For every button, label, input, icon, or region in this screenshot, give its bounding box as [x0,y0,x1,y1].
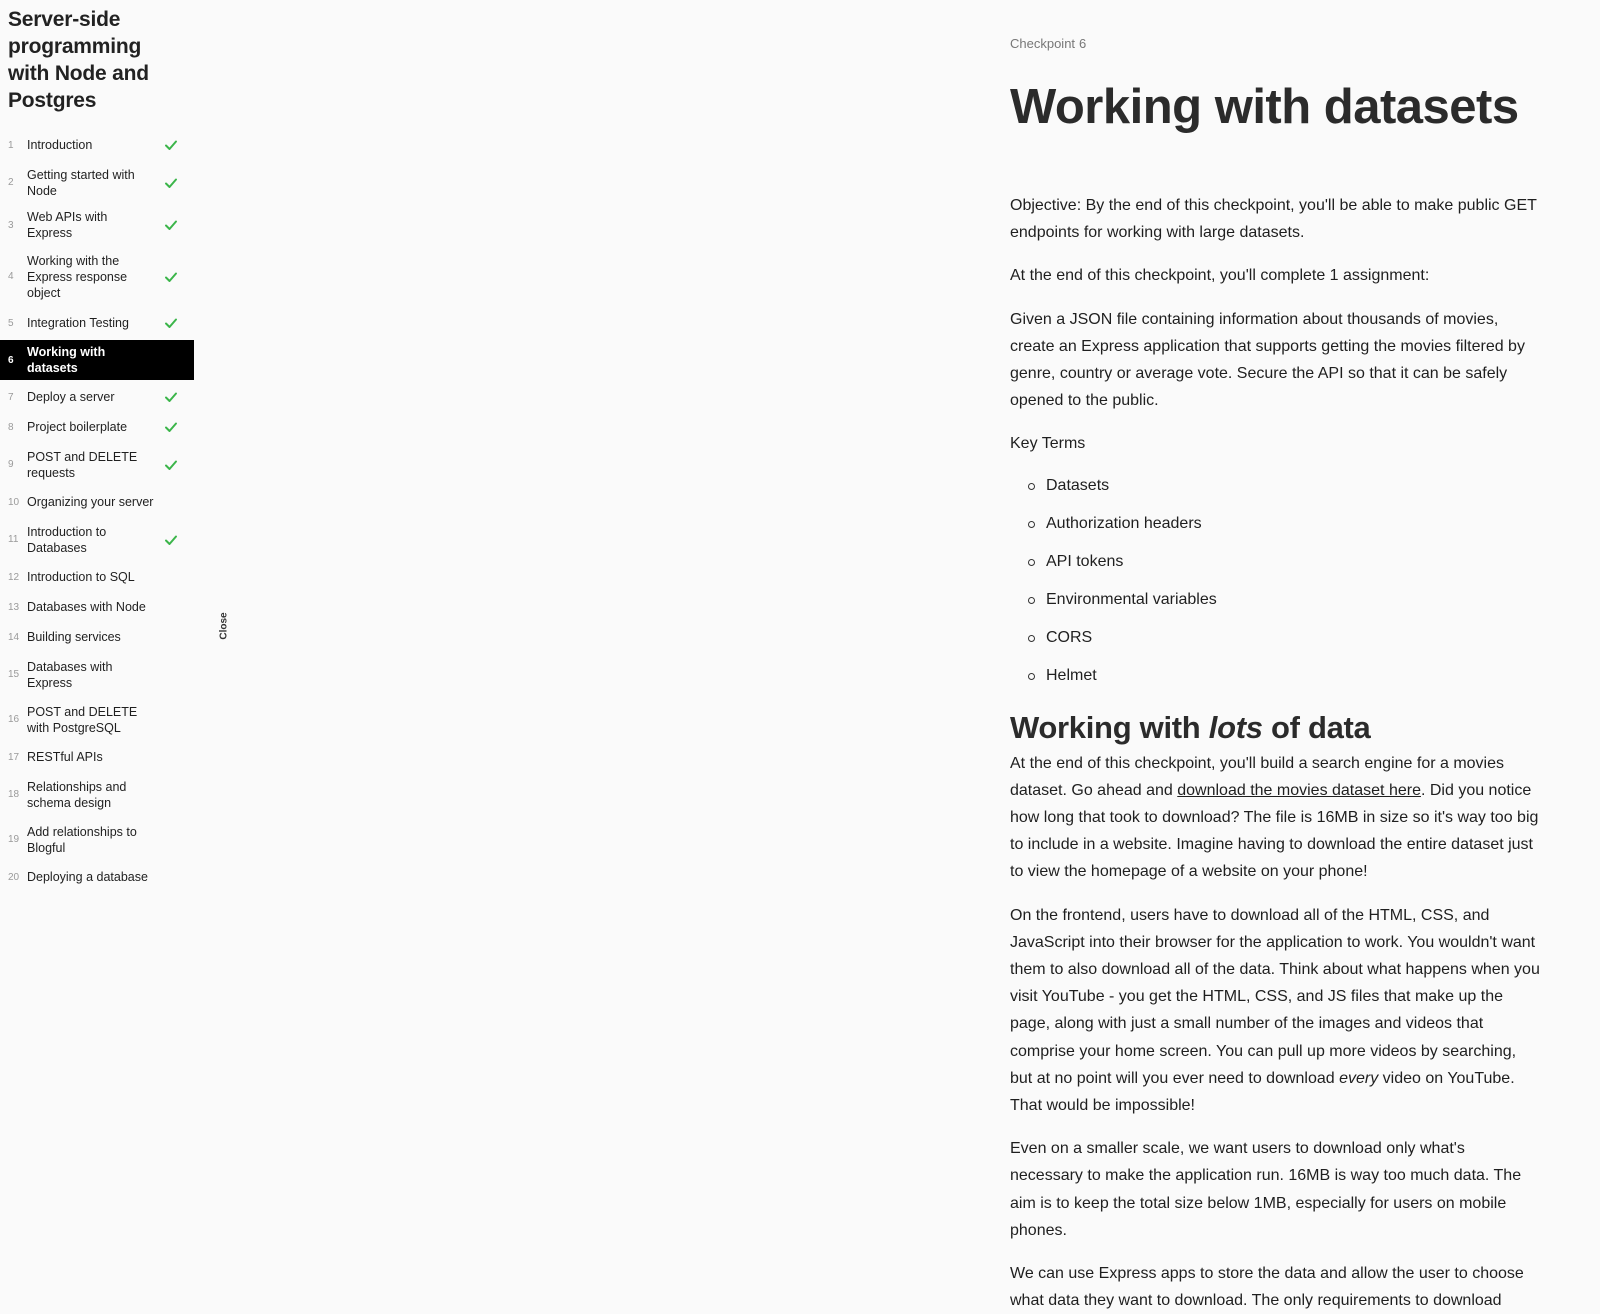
assignment-intro: At the end of this checkpoint, you'll complete 1 assignment: [1010,267,1430,285]
sidebar-item-number: 13 [8,601,20,613]
sidebar-item-18[interactable] [0,772,194,817]
p2-text-pre: On the frontend, users have to download all of the HTML, CSS, and JavaScript into their browser for the application to work. You wouldn't want them to also download all of the data. Think about what happens when you visit YouTube - you get the HTML, CSS, and JS files that make up the page, along with just a small number of the images and videos that comprise your home screen. You can pull up more videos by searching, but at no point will you ever need to download [1010,906,1540,1087]
check-icon [164,138,178,152]
sidebar-item-1[interactable] [0,130,194,160]
check-icon [164,458,178,472]
sidebar-item-7[interactable] [0,382,194,412]
key-term-item: API tokens [1028,552,1542,590]
checkpoint-label [1010,36,1542,51]
key-term-item: Authorization headers [1028,514,1542,552]
course-title: Server-side programming with Node and Postgres [8,8,149,112]
sidebar-item-number: 15 [8,669,20,680]
sidebar-item-number: 18 [8,789,20,800]
check-icon [164,420,178,434]
key-term-item: Helmet [1028,666,1542,704]
sidebar-item-3[interactable] [0,205,194,245]
sidebar-item-9[interactable] [0,442,194,487]
sidebar-item-label: Working with datasets [27,345,106,375]
sidebar-item-20[interactable] [0,862,194,892]
check-icon [164,533,178,547]
sidebar-item-label: RESTful APIs [27,750,103,764]
sidebar-item-label: Deploying a database [27,870,148,884]
sidebar-item-label: Working with the Express response object [27,253,128,300]
sidebar-item-14[interactable] [0,622,194,652]
check-icon [164,390,178,404]
assignment-description: Given a JSON file containing information about thousands of movies, create an Express application that supports getting the movies filtered by genre, country or average vote. Secure the API so that it can be safely opened to the public. [1010,310,1525,410]
sidebar-item-number: 10 [8,496,20,508]
key-term-item: Environmental variables [1028,590,1542,628]
page-title: Working with datasets [1010,80,1519,134]
sidebar-item-6[interactable] [0,340,194,380]
sidebar-item-number: 4 [8,271,14,282]
sidebar-item-label: Project boilerplate [27,420,128,434]
sidebar-item-17[interactable] [0,742,194,772]
checkpoint-number: 6 [1079,36,1087,51]
sidebar-item-number: 5 [8,317,14,329]
sidebar-item-number: 12 [8,571,20,583]
main-content [1010,0,1542,1314]
sidebar-item-10[interactable] [0,487,194,517]
check-icon [164,270,178,284]
key-term-item: CORS [1028,628,1542,666]
objective-label: Objective: [1010,197,1082,214]
sidebar-item-label: Introduction [27,138,93,152]
sidebar-item-2[interactable] [0,160,194,205]
checkpoint-list [0,130,194,892]
sidebar-item-12[interactable] [0,562,194,592]
key-terms-heading: Key Terms [1010,435,1086,453]
p1-text-post: . Did you notice how long that took to download? The file is 16MB in size so it's way too big to include in a website. Imagine having to download the entire dataset just to view the homepage of a website on your phone! [1010,781,1539,881]
section-heading-em: lots [1208,709,1263,745]
sidebar-item-4[interactable] [0,245,194,308]
sidebar-item-number: 19 [8,834,20,845]
key-term-item: Datasets [1028,476,1542,514]
p1-text-pre: At the end of this checkpoint, you'll build a search engine for a movies dataset. Go ahead and [1010,754,1505,799]
section-heading-post: of data [1262,709,1371,745]
sidebar-item-11[interactable] [0,517,194,562]
check-icon [164,218,178,232]
download-dataset-link[interactable]: download the movies dataset here [1177,781,1421,799]
sidebar-item-15[interactable] [0,652,194,697]
sidebar-item-label: Building services [27,630,121,644]
sidebar-item-number: 7 [8,391,14,403]
sidebar-item-label: Deploy a server [27,390,115,404]
body-paragraph-2 [1010,902,1542,1120]
sidebar-item-label: Databases with Node [27,600,146,614]
sidebar-item-label: Introduction to SQL [27,570,135,584]
p2-text-em: every [1339,1069,1379,1087]
sidebar-item-5[interactable] [0,308,194,338]
sidebar-item-label: Organizing your server [27,495,154,509]
checkpoint-label-text: Checkpoint [1010,36,1076,51]
key-terms-list [1010,476,1542,704]
sidebar-item-number: 9 [8,459,14,470]
sidebar-item-label: Relationships and schema design [27,779,127,810]
sidebar-item-number: 2 [8,177,14,188]
sidebar [0,0,194,1301]
sidebar-item-number: 14 [8,631,20,643]
p2-text-post: video on YouTube. That would be impossible! [1010,1069,1515,1115]
body-paragraph-3: Even on a smaller scale, we want users to download only what's necessary to make the application run. 16MB is way too much data. The aim is to keep the total size below 1MB, especially for users on mobile phones. [1010,1140,1522,1239]
body-paragraph-4: We can use Express apps to store the data and allow the user to choose what data they want to download. The only requirements to download [1010,1265,1524,1310]
sidebar-item-label: Introduction to Databases [27,524,107,555]
sidebar-item-13[interactable] [0,592,194,622]
check-icon [164,316,178,330]
close-sidebar-button[interactable]: Close [218,612,230,640]
objective-paragraph [1010,192,1542,246]
sidebar-item-number: 1 [8,139,14,151]
sidebar-item-number: 6 [8,354,14,366]
section-heading-pre: Working with [1010,709,1209,745]
sidebar-item-label: Add relationships to Blogful [27,824,137,855]
sidebar-item-number: 3 [8,219,14,231]
sidebar-item-label: POST and DELETE with PostgreSQL [27,704,138,735]
sidebar-item-8[interactable] [0,412,194,442]
sidebar-item-16[interactable] [0,697,194,742]
sidebar-item-number: 11 [8,534,19,545]
sidebar-item-number: 8 [8,421,14,433]
objective-text: By the end of this checkpoint, you'll be able to make public GET endpoints for working with large datasets. [1010,197,1537,242]
sidebar-item-number: 20 [8,871,20,883]
sidebar-item-19[interactable] [0,817,194,862]
sidebar-item-number: 17 [8,751,20,763]
sidebar-item-label: Web APIs with Express [27,210,108,240]
sidebar-item-label: POST and DELETE requests [27,449,138,480]
section-heading [1010,708,1542,748]
sidebar-item-label: Getting started with Node [27,167,135,198]
body-paragraph-1 [1010,750,1542,886]
sidebar-item-number: 16 [8,714,20,725]
sidebar-item-label: Integration Testing [27,316,129,330]
sidebar-item-label: Databases with Express [27,659,113,690]
check-icon [164,176,178,190]
